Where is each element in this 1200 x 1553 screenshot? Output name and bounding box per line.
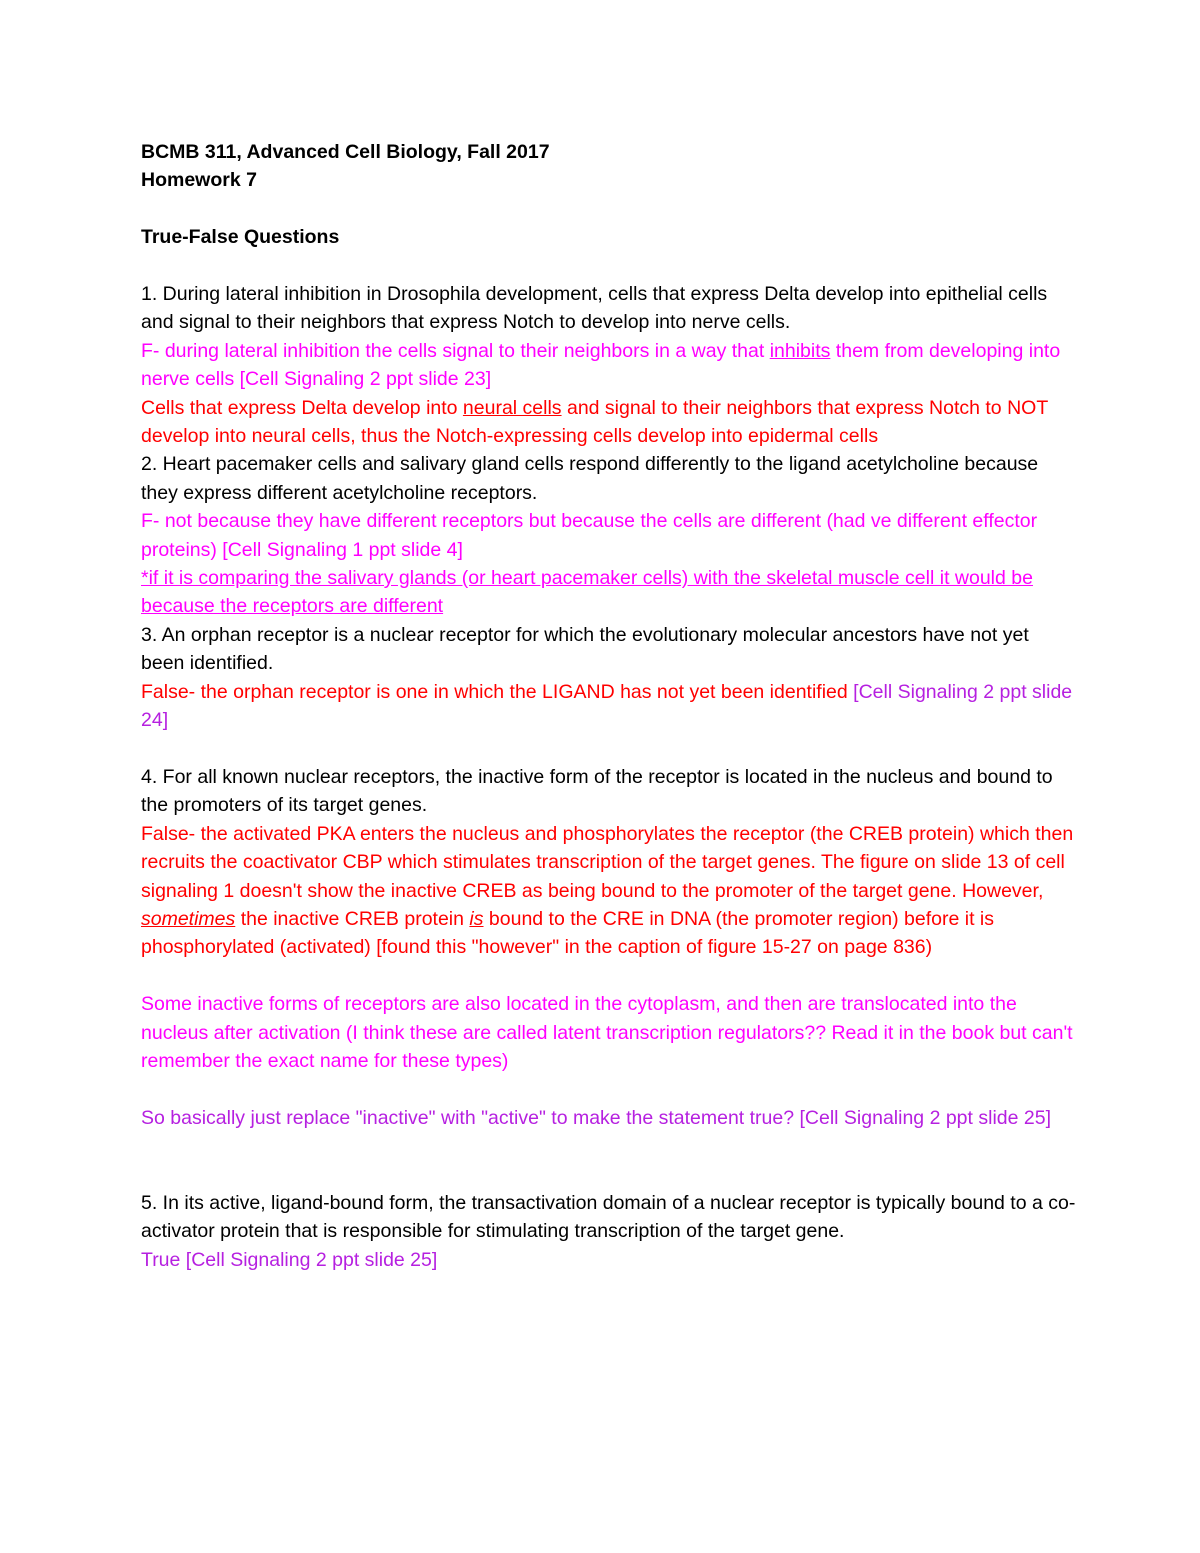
homework-title: Homework 7 bbox=[141, 169, 257, 192]
answer-4c: So basically just replace "inactive" with "active" to make the statement true? [Cell Signaling 2 ppt slide 25] bbox=[141, 1106, 1051, 1129]
answer-2b: *if it is comparing the salivary glands (or heart pacemaker cells) with the skeletal muscle cell it would be because the receptors are different bbox=[141, 567, 1033, 618]
answer-4a bbox=[141, 820, 1076, 962]
document-page bbox=[141, 138, 1076, 1274]
answer-1b bbox=[141, 394, 1076, 451]
question-1: 1. During lateral inhibition in Drosophila development, cells that express Delta develop into epithelial cells and signal to their neighbors that express Notch to develop into nerve cells. bbox=[141, 283, 1048, 334]
answer-1b-text-end: and signal to their neighbors that express Notch to NOT develop into neural cells, thus the Notch-expressing cells develop into epidermal cells bbox=[141, 396, 1048, 448]
answer-1b-text: Cells that express Delta develop into bbox=[141, 396, 463, 419]
course-title: BCMB 311, Advanced Cell Biology, Fall 2017 bbox=[141, 141, 550, 163]
answer-4a-part3: bound to the CRE in DNA (the promoter region) before it is phosphorylated (activated) [found this "however" in the caption of figure 15-27 on page 836) bbox=[141, 907, 995, 959]
answer-4a-is: is bbox=[469, 907, 484, 930]
answer-4b: Some inactive forms of receptors are also located in the cytoplasm, and then are translocated into the nucleus after activation (I think these are called latent transcription regulators?? Read it in the book but can't remember the exact name for these types) bbox=[141, 993, 1073, 1072]
answer-1a bbox=[141, 337, 1076, 394]
answer-2a: F- not because they have different receptors but because the cells are different (had ve different effector proteins) [Cell Signaling 1 ppt slide 4] bbox=[141, 510, 1038, 561]
answer-3-text: False- the orphan receptor is one in which the LIGAND has not yet been identified bbox=[141, 680, 854, 703]
answer-1a-underlined: inhibits bbox=[769, 339, 831, 362]
section-heading: True-False Questions bbox=[141, 226, 340, 249]
question-2: 2. Heart pacemaker cells and salivary gland cells respond differently to the ligand acetylcholine because they express different acetylcholine receptors. bbox=[141, 453, 1039, 504]
answer-1a-text: F- during lateral inhibition the cells signal to their neighbors in a way that bbox=[141, 339, 770, 362]
answer-4a-part2: the inactive CREB protein bbox=[235, 907, 470, 930]
answer-3 bbox=[141, 678, 1076, 735]
answer-1b-underlined: neural cells bbox=[462, 396, 562, 419]
answer-3-ref: [Cell Signaling 2 ppt slide 24] bbox=[141, 680, 1073, 732]
answer-4a-sometimes: sometimes bbox=[141, 907, 236, 930]
question-3: 3. An orphan receptor is a nuclear receptor for which the evolutionary molecular ancestors have not yet been identified. bbox=[141, 623, 1029, 675]
question-5: 5. In its active, ligand-bound form, the transactivation domain of a nuclear receptor is typically bound to a co-activator protein that is responsible for stimulating transcription of the target gene. bbox=[141, 1191, 1076, 1243]
answer-4a-part1: False- the activated PKA enters the nucleus and phosphorylates the receptor (the CREB protein) which then recruits the coactivator CBP which stimulates transcription of the target genes. The figure on slide 13 of cell signaling 1 doesn't show the inactive CREB as being bound to the promoter of the target gene. However, bbox=[141, 822, 1074, 902]
answer-1a-text-end: them from developing into nerve cells [Cell Signaling 2 ppt slide 23] bbox=[141, 339, 1061, 391]
answer-5: True [Cell Signaling 2 ppt slide 25] bbox=[141, 1248, 438, 1271]
question-4: 4. For all known nuclear receptors, the inactive form of the receptor is located in the nucleus and bound to the promoters of its target genes. bbox=[141, 765, 1053, 817]
